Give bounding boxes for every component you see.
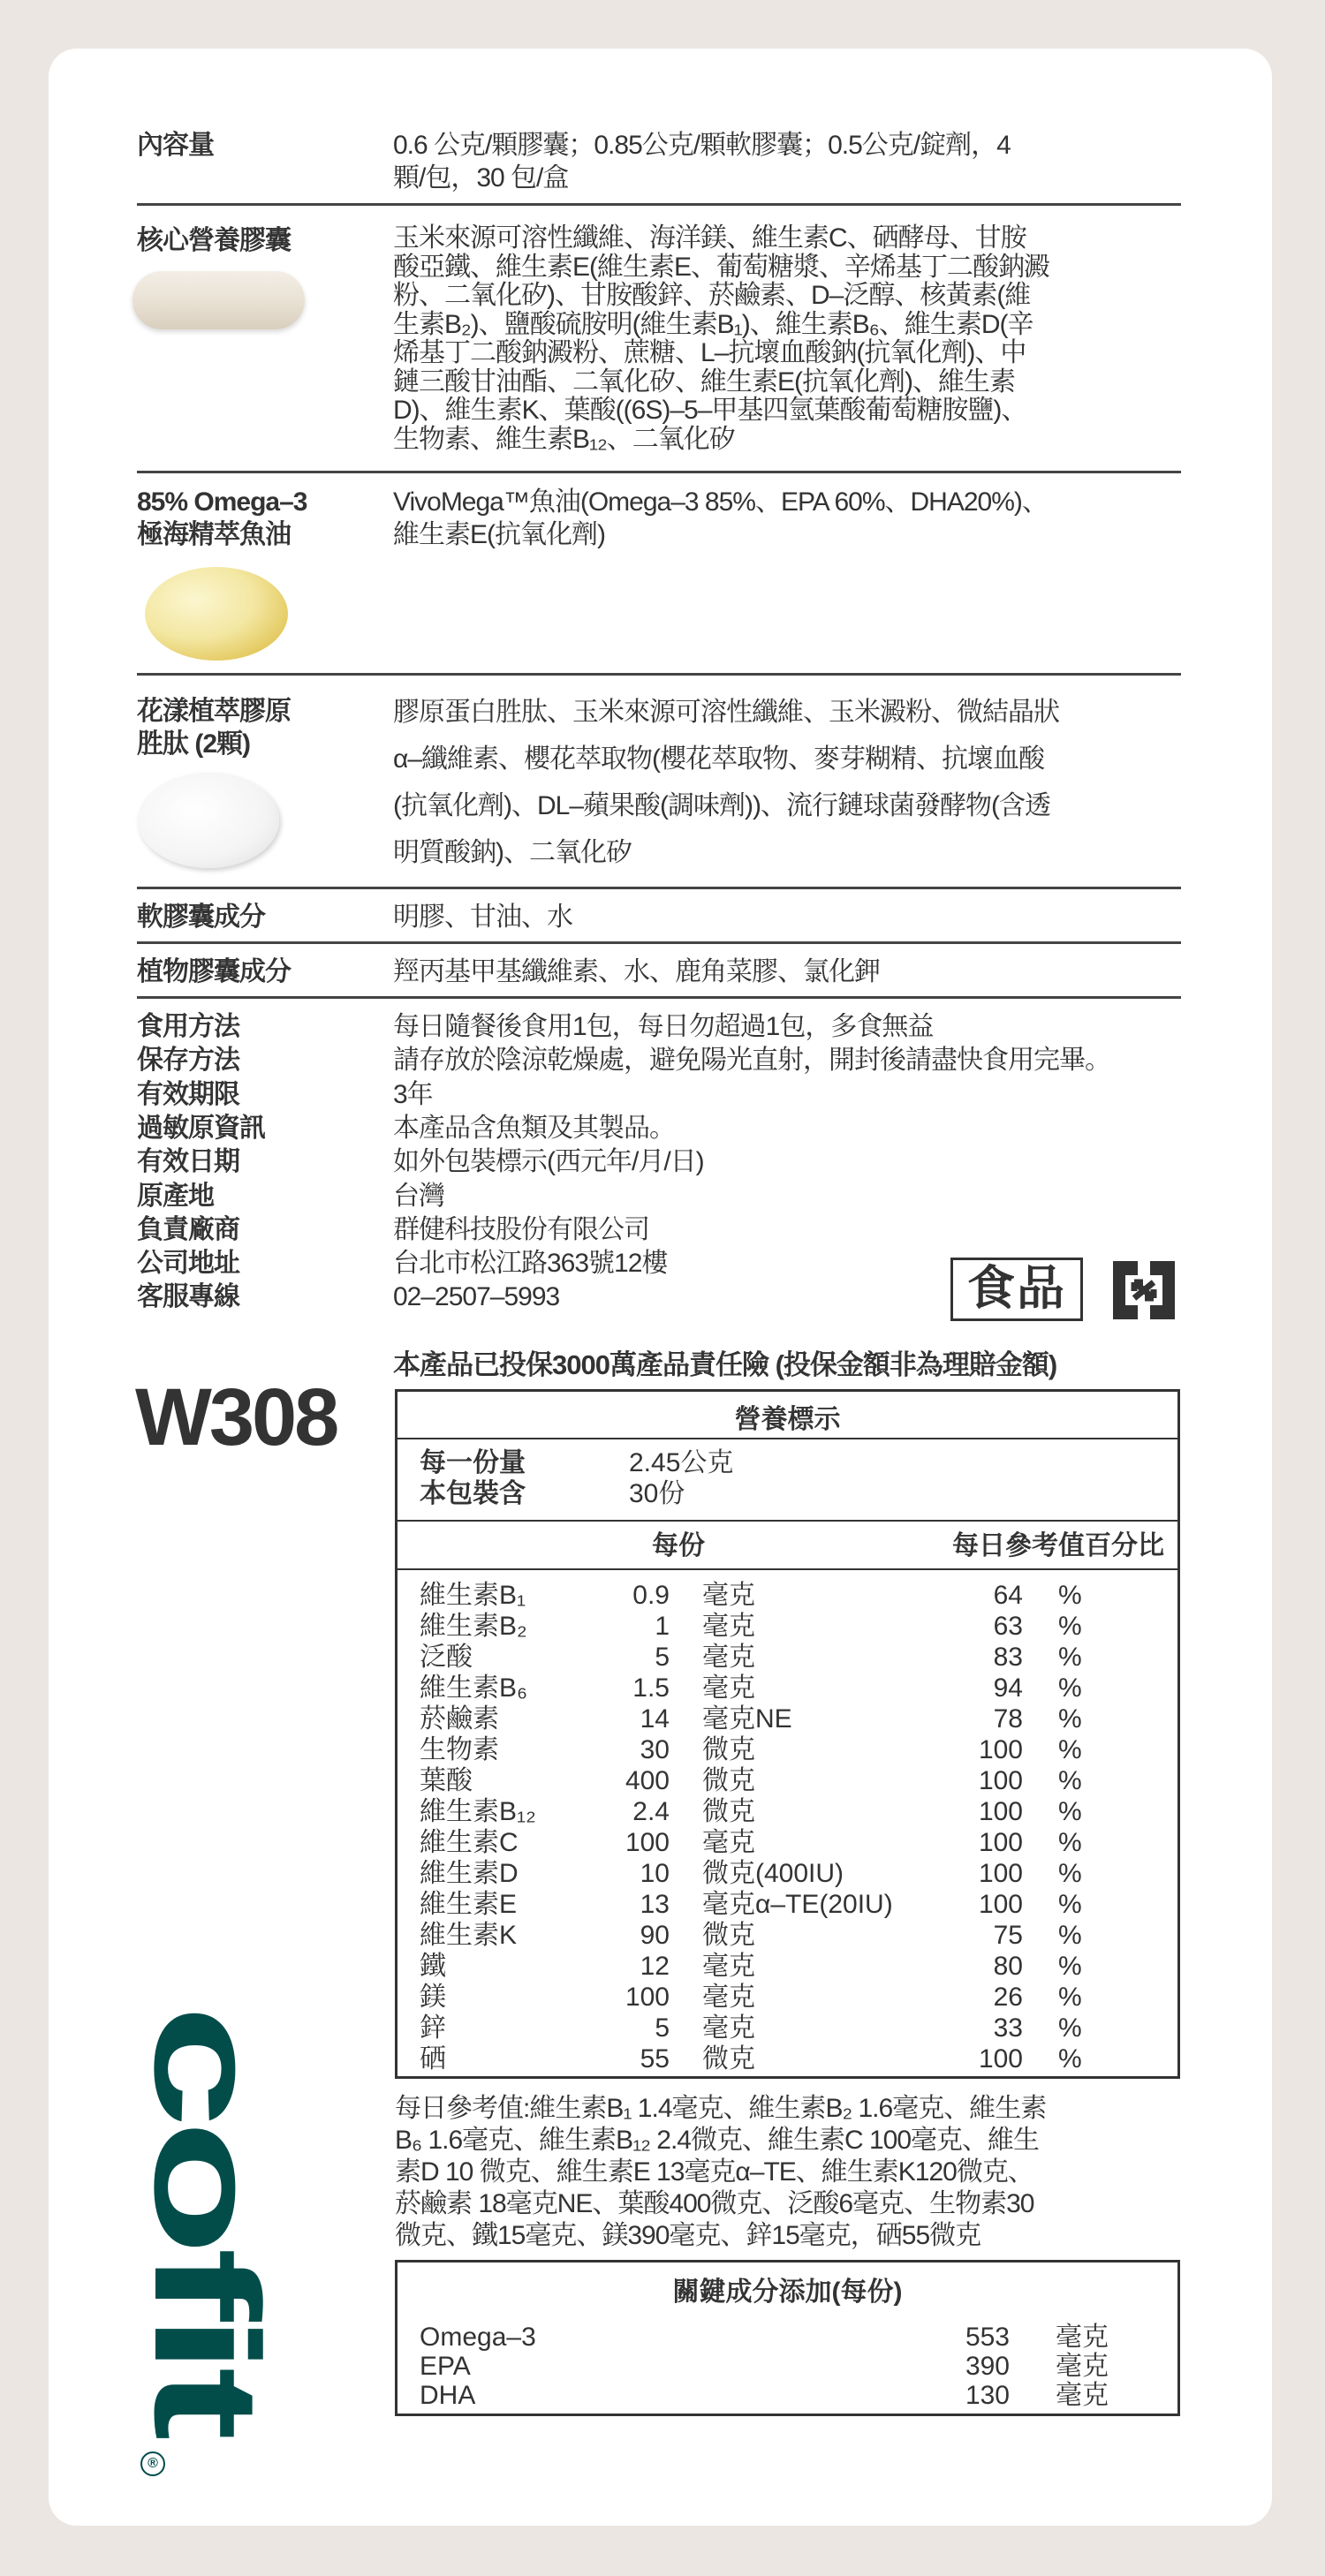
nutrient-unit: 毫克 [702,1983,755,2012]
nutrient-row [398,1673,1177,1703]
percent-sign: % [1058,1921,1082,1950]
info-label: 食用方法 [137,1012,239,1041]
ingredient-amount: 130 [965,2381,1010,2410]
fish-oil-label [137,486,307,551]
daily-value-percent: 94 [993,1673,1023,1703]
nutrient-unit: 毫克NE [702,1704,792,1734]
nutrient-name: 菸鹼素 [420,1704,499,1734]
registered-mark: ® [140,2451,165,2476]
divider [398,1568,1177,1570]
nutrient-amount: 100 [625,1828,670,1857]
nutrient-name: 維生素B₁ [420,1581,526,1610]
text-line: 粉、二氧化矽)、甘胺酸鋅、菸鹼素、D–泛醇、核黃素(維 [393,281,1031,310]
nutrient-amount: 90 [640,1921,670,1950]
core-capsule-ingredients [393,224,1184,454]
nutrient-amount: 55 [640,2044,670,2074]
nutrient-unit: 毫克 [702,1581,755,1610]
text-line: 0.6 公克/顆膠囊；0.85公克/顆軟膠囊；0.5公克/錠劑，4 [393,131,1011,160]
percent-sign: % [1058,1643,1082,1672]
nutrient-name: 維生素B₆ [420,1673,528,1703]
divider [137,673,1181,676]
ingredient-name: Omega–3 [420,2323,536,2352]
veg-capsule-value: 羥丙基甲基纖維素、水、鹿角菜膠、氯化鉀 [393,957,880,986]
serving-size-value: 2.45公克 [629,1448,734,1477]
divider [137,203,1181,206]
info-label: 公司地址 [137,1249,239,1279]
info-label: 負責廠商 [137,1214,239,1244]
text-line: 胜肽 (2顆) [137,729,250,759]
daily-value-percent: 78 [993,1704,1023,1734]
text-line: 膠原蛋白胜肽、玉米來源可溶性纖維、玉米澱粉、微結晶狀 [393,698,1059,727]
info-label: 客服專線 [137,1282,239,1312]
nutrient-amount: 30 [640,1735,670,1764]
nutrient-name: 鐵 [420,1952,446,1981]
nutrient-amount: 0.9 [632,1581,670,1610]
nutrient-name: 維生素B₂ [420,1612,527,1641]
nutrient-name: 維生素K [420,1921,518,1950]
daily-value-percent: 80 [993,1952,1023,1981]
nutrient-row [398,1734,1177,1765]
nutrient-unit: 微克 [702,1766,755,1795]
nutrient-unit: 毫克 [702,1952,755,1981]
nutrient-amount: 100 [625,1983,670,2012]
percent-sign: % [1058,1797,1082,1826]
insurance-notice: 本產品已投保3000萬產品責任險 (投保金額非為理賠金額) [393,1349,1057,1380]
info-label: 保存方法 [137,1046,239,1076]
text-line: VivoMega™魚油(Omega–3 85%、EPA 60%、DHA20%)、 [393,487,1048,517]
ingredient-amount: 553 [965,2323,1010,2352]
content-label: 內容量 [137,131,214,160]
content-value [393,129,1184,194]
tablet-image [138,773,279,868]
daily-value-percent: 100 [978,1766,1023,1795]
percent-sign: % [1058,2013,1082,2043]
text-line: (抗氧化劑)、DL–蘋果酸(調味劑))、流行鏈球菌發酵物(含透 [393,791,1050,820]
nutrient-unit: 微克 [702,1797,755,1826]
collagen-ingredients [393,689,1184,876]
key-ingredients-title: 關鍵成分添加(每份) [672,2278,903,2307]
nutrient-row [398,1611,1177,1642]
info-value: 02–2507–5993 [393,1282,560,1312]
key-ingredient-row [398,2352,1177,2381]
nutrient-row [398,1951,1177,1982]
nutrient-amount: 10 [640,1859,670,1888]
divider [137,887,1181,889]
text-line: 明質酸鈉)、二氧化矽 [393,838,632,867]
divider [398,1520,1177,1522]
nutrient-name: 生物素 [420,1735,499,1764]
model-number: W308 [135,1372,337,1462]
nutrient-row [398,1642,1177,1673]
percent-sign: % [1058,1828,1082,1857]
daily-value-percent: 100 [978,1735,1023,1764]
divider [137,941,1181,944]
info-label: 過敏原資訊 [137,1113,265,1143]
softgel-shell-value: 明膠、甘油、水 [393,903,572,932]
text-line: 菸鹼素 18毫克NE、葉酸400微克、泛酸6毫克、生物素30 [395,2189,1034,2218]
nutrient-amount: 1 [655,1612,670,1641]
daily-value-percent: 100 [978,1859,1023,1888]
nutrient-unit: 微克 [702,2044,755,2074]
logo-text: cofit [124,2005,290,2292]
text-line: B₆ 1.6毫克、維生素B₁₂ 2.4微克、維生素C 100毫克、維生 [395,2126,1040,2155]
nutrient-unit: 毫克 [702,1612,755,1641]
ingredient-amount: 390 [965,2352,1010,2381]
text-line: α–纖維素、櫻花萃取物(櫻花萃取物、麥芽糊精、抗壞血酸 [393,744,1045,774]
nutrient-amount: 14 [640,1704,670,1734]
divider [137,471,1181,473]
daily-value-percent: 83 [993,1643,1023,1672]
divider [398,2262,1177,2264]
per-serving-header: 每份 [652,1531,705,1560]
nutrient-name: 泛酸 [420,1643,473,1672]
key-ingredient-row [398,2381,1177,2410]
info-label: 原產地 [137,1181,214,1211]
daily-reference-values [395,2093,1185,2252]
nutrition-table [395,1389,1180,2079]
nutrient-amount: 1.5 [632,1673,670,1703]
divider [398,1438,1177,1439]
percent-sign: % [1058,1581,1082,1610]
info-value: 每日隨餐後食用1包，每日勿超過1包，多食無益 [393,1012,934,1041]
info-value: 3年 [393,1079,433,1109]
serving-size-label: 每一份量 [420,1448,526,1477]
core-capsule-label: 核心營養膠囊 [137,226,291,255]
text-line: 維生素E(抗氧化劑) [393,520,605,549]
nutrient-row [398,1858,1177,1889]
daily-value-percent: 63 [993,1612,1023,1641]
nutrient-unit: 毫克α–TE(20IU) [702,1890,893,1919]
nutrient-amount: 2.4 [632,1797,670,1826]
nutrient-row [398,1827,1177,1858]
text-line: 花漾植萃膠原 [137,697,291,726]
percent-sign: % [1058,1735,1082,1764]
nutrient-name: 維生素B₁₂ [420,1797,536,1826]
percent-sign: % [1058,2044,1082,2074]
text-line: 微克、鐵15毫克、鎂390毫克、鋅15毫克，硒55微克 [395,2221,981,2250]
text-line: 素D 10 微克、維生素E 13毫克α–TE、維生素K120微克、 [395,2157,1034,2187]
nutrient-unit: 毫克 [702,1643,755,1672]
daily-value-percent: 100 [978,1890,1023,1919]
food-badge: 食品 [950,1258,1083,1321]
nutrient-name: 維生素E [420,1890,518,1919]
key-ingredient-row [398,2323,1177,2352]
nutrient-row [398,2013,1177,2043]
text-line: D)、維生素K、葉酸((6S)–5–甲基四氫葉酸葡萄糖胺鹽)、 [393,396,1027,425]
nutrient-name: 鎂 [420,1983,446,2012]
text-line: 每日參考值:維生素B₁ 1.4毫克、維生素B₂ 1.6毫克、維生素 [395,2094,1047,2123]
softgel-image [145,567,288,661]
info-value: 群健科技股份有限公司 [393,1214,649,1244]
text-line: 玉米來源可溶性纖維、海洋鎂、維生素C、硒酵母、甘胺 [393,223,1026,253]
nutrient-amount: 400 [625,1766,670,1795]
nutrient-unit: 微克 [702,1921,755,1950]
nutrient-row [398,1796,1177,1827]
percent-sign: % [1058,1859,1082,1888]
daily-value-percent: 75 [993,1921,1023,1950]
text-line: 生素B₂)、鹽酸硫胺明(維生素B₁)、維生素B₆、維生素D(辛 [393,309,1034,339]
nutrient-unit: 微克(400IU) [702,1859,844,1888]
daily-value-percent: 33 [993,2013,1023,2043]
percent-sign: % [1058,1983,1082,2012]
text-line: 85% Omega–3 [137,487,307,517]
text-line: 極海精萃魚油 [137,520,291,549]
ingredient-unit: 毫克 [1056,2323,1109,2352]
nutrient-amount: 5 [655,2013,670,2043]
recycle-icon [1108,1256,1180,1325]
nutrient-unit: 微克 [702,1735,755,1764]
nutrition-title: 營養標示 [734,1405,841,1434]
softgel-shell-label: 軟膠囊成分 [137,903,265,932]
info-value: 台北市松江路363號12樓 [393,1249,668,1279]
daily-value-percent: 26 [993,1983,1023,2012]
servings-per-package-label: 本包裝含 [420,1479,526,1508]
text-line: 酸亞鐵、維生素E(維生素E、葡萄糖漿、辛烯基丁二酸鈉澱 [393,252,1050,282]
nutrient-row [398,1765,1177,1796]
capsule-image [132,271,305,329]
nutrient-amount: 12 [640,1952,670,1981]
info-value: 台灣 [393,1181,444,1211]
nutrient-unit: 毫克 [702,2013,755,2043]
nutrient-name: 硒 [420,2044,446,2074]
ingredient-name: EPA [420,2352,471,2381]
percent-sign: % [1058,1673,1082,1703]
collagen-label [137,695,291,760]
ingredient-unit: 毫克 [1056,2352,1109,2381]
divider [137,996,1181,999]
percent-sign: % [1058,1890,1082,1919]
cofit-logo [124,2005,290,2437]
nutrient-row [398,1703,1177,1734]
nutrient-row [398,2043,1177,2074]
info-value: 如外包裝標示(西元年/月/日) [393,1147,704,1177]
info-label: 有效期限 [137,1079,239,1109]
percent-sign: % [1058,1952,1082,1981]
nutrient-unit: 毫克 [702,1828,755,1857]
ingredient-name: DHA [420,2381,476,2410]
text-line: 顆/包，30 包/盒 [393,163,569,193]
nutrient-name: 鋅 [420,2013,446,2043]
nutrient-amount: 13 [640,1890,670,1919]
info-value: 本產品含魚類及其製品。 [393,1113,675,1143]
fish-oil-ingredients [393,486,1184,551]
nutrient-row [398,1920,1177,1951]
nutrient-amount: 5 [655,1643,670,1672]
veg-capsule-label: 植物膠囊成分 [137,957,291,986]
nutrient-row [398,1580,1177,1611]
daily-value-percent: 100 [978,2044,1023,2074]
text-line: 鏈三酸甘油酯、二氧化矽、維生素E(抗氧化劑)、維生素 [393,366,1015,397]
daily-value-percent: 100 [978,1797,1023,1826]
percent-sign: % [1058,1766,1082,1795]
percent-sign: % [1058,1612,1082,1641]
nutrient-unit: 毫克 [702,1673,755,1703]
daily-value-percent: 64 [993,1581,1023,1610]
percent-sign: % [1058,1704,1082,1734]
nutrient-name: 葉酸 [420,1766,473,1795]
servings-per-package-value: 30份 [629,1479,685,1508]
nutrient-row [398,1889,1177,1920]
nutrient-name: 維生素C [420,1828,519,1857]
nutrient-row [398,1982,1177,2013]
info-label: 有效日期 [137,1147,239,1177]
text-line: 生物素、維生素B₁₂、二氧化矽 [393,424,735,454]
daily-value-header: 每日參考值百分比 [952,1531,1164,1560]
key-ingredients-table [395,2260,1180,2416]
nutrient-name: 維生素D [420,1859,519,1888]
info-value: 請存放於陰涼乾燥處，避免陽光直射，開封後請盡快食用完畢。 [393,1046,1110,1076]
ingredient-unit: 毫克 [1056,2381,1109,2410]
daily-value-percent: 100 [978,1828,1023,1857]
text-line: 烯基丁二酸鈉澱粉、蔗糖、L–抗壞血酸鈉(抗氧化劑)、中 [393,338,1026,367]
